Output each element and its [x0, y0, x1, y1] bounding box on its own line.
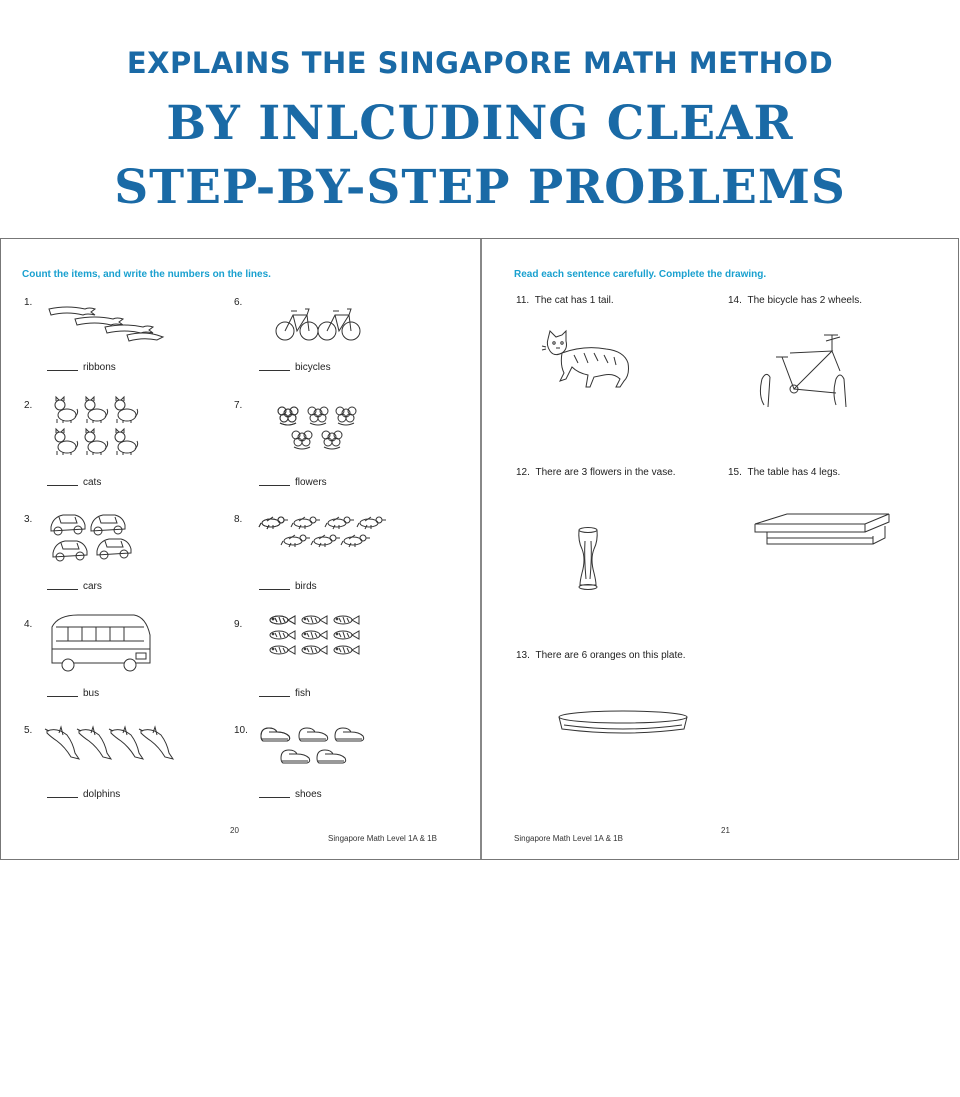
item-2-answer — [47, 477, 101, 488]
answer-blank[interactable] — [259, 589, 290, 590]
right-page — [482, 239, 958, 859]
bicycles-icon — [275, 301, 361, 347]
right-page-number: 21 — [721, 826, 730, 835]
cats-icon — [51, 397, 146, 459]
header-line-1: EXPLAINS THE SINGAPORE MATH METHOD — [126, 46, 834, 80]
item-1-label: ribbons — [83, 362, 116, 373]
item-2-number: 2. — [24, 400, 33, 411]
item-14-text: The bicycle has 2 wheels. — [747, 295, 862, 306]
item-1-number: 1. — [24, 297, 33, 308]
item-3-number: 3. — [24, 514, 33, 525]
answer-blank[interactable] — [47, 370, 78, 371]
bus-icon — [48, 613, 152, 673]
dolphins-icon — [45, 725, 173, 767]
answer-blank[interactable] — [47, 797, 78, 798]
answer-blank[interactable] — [259, 370, 290, 371]
birds-icon — [259, 515, 389, 551]
item-8-answer — [259, 581, 317, 592]
item-10-number: 10. — [234, 725, 248, 736]
item-9-label: fish — [295, 688, 311, 699]
item-14-number: 14. — [728, 295, 742, 306]
item-6-label: bicycles — [295, 362, 331, 373]
item-4-label: bus — [83, 688, 100, 699]
item-10-label: shoes — [295, 789, 322, 800]
item-5-label: dolphins — [83, 789, 121, 800]
cars-icon — [49, 511, 134, 563]
answer-blank[interactable] — [47, 485, 78, 486]
item-5-number: 5. — [24, 725, 33, 736]
left-instruction: Count the items, and write the numbers on the lines. — [22, 269, 271, 280]
item-11-number: 11. — [516, 295, 530, 306]
item-14 — [728, 295, 862, 306]
item-15 — [728, 467, 840, 478]
item-15-number: 15. — [728, 467, 742, 478]
item-15-text: The table has 4 legs. — [747, 467, 841, 478]
item-8-number: 8. — [234, 514, 243, 525]
item-9-answer — [259, 688, 311, 699]
fish-icon — [269, 615, 363, 657]
item-1-answer — [47, 362, 116, 373]
item-6-number: 6. — [234, 297, 243, 308]
item-13-text: There are 6 oranges on this plate. — [535, 650, 686, 661]
item-10-answer — [259, 789, 322, 800]
left-page-number: 20 — [230, 826, 239, 835]
answer-blank[interactable] — [47, 589, 78, 590]
item-12-text: There are 3 flowers in the vase. — [535, 467, 676, 478]
item-7-number: 7. — [234, 400, 243, 411]
plate-icon — [556, 707, 690, 737]
answer-blank[interactable] — [259, 797, 290, 798]
table-icon — [753, 512, 892, 548]
cat-icon — [544, 331, 638, 391]
item-8-label: birds — [295, 581, 317, 592]
item-12-number: 12. — [516, 467, 530, 478]
item-9-number: 9. — [234, 619, 243, 630]
item-11 — [516, 295, 614, 306]
header-line-3: STEP-BY-STEP PROBLEMS — [114, 160, 846, 215]
vase-icon — [574, 527, 602, 591]
item-4-answer — [47, 688, 99, 699]
item-3-answer — [47, 581, 102, 592]
left-page-footer: Singapore Math Level 1A & 1B — [328, 834, 437, 843]
answer-blank[interactable] — [259, 696, 290, 697]
item-7-label: flowers — [295, 477, 327, 488]
item-13-number: 13. — [516, 650, 530, 661]
item-11-text: The cat has 1 tail. — [534, 295, 614, 306]
item-2-label: cats — [83, 477, 102, 488]
header-line-2: BY INLCUDING CLEAR — [166, 96, 794, 151]
right-page-footer: Singapore Math Level 1A & 1B — [514, 834, 623, 843]
bicycle-icon — [754, 327, 860, 407]
flowers-icon — [276, 403, 364, 453]
item-3-label: cars — [83, 581, 102, 592]
right-instruction: Read each sentence carefully. Complete the drawing. — [514, 269, 767, 280]
item-12 — [516, 467, 676, 478]
item-5-answer — [47, 789, 120, 800]
item-6-answer — [259, 362, 331, 373]
answer-blank[interactable] — [259, 485, 290, 486]
item-4-number: 4. — [24, 619, 33, 630]
ribbons-icon — [47, 303, 165, 343]
shoes-icon — [259, 726, 367, 768]
answer-blank[interactable] — [47, 696, 78, 697]
item-13 — [516, 650, 686, 661]
item-7-answer — [259, 477, 327, 488]
left-page — [1, 239, 480, 859]
